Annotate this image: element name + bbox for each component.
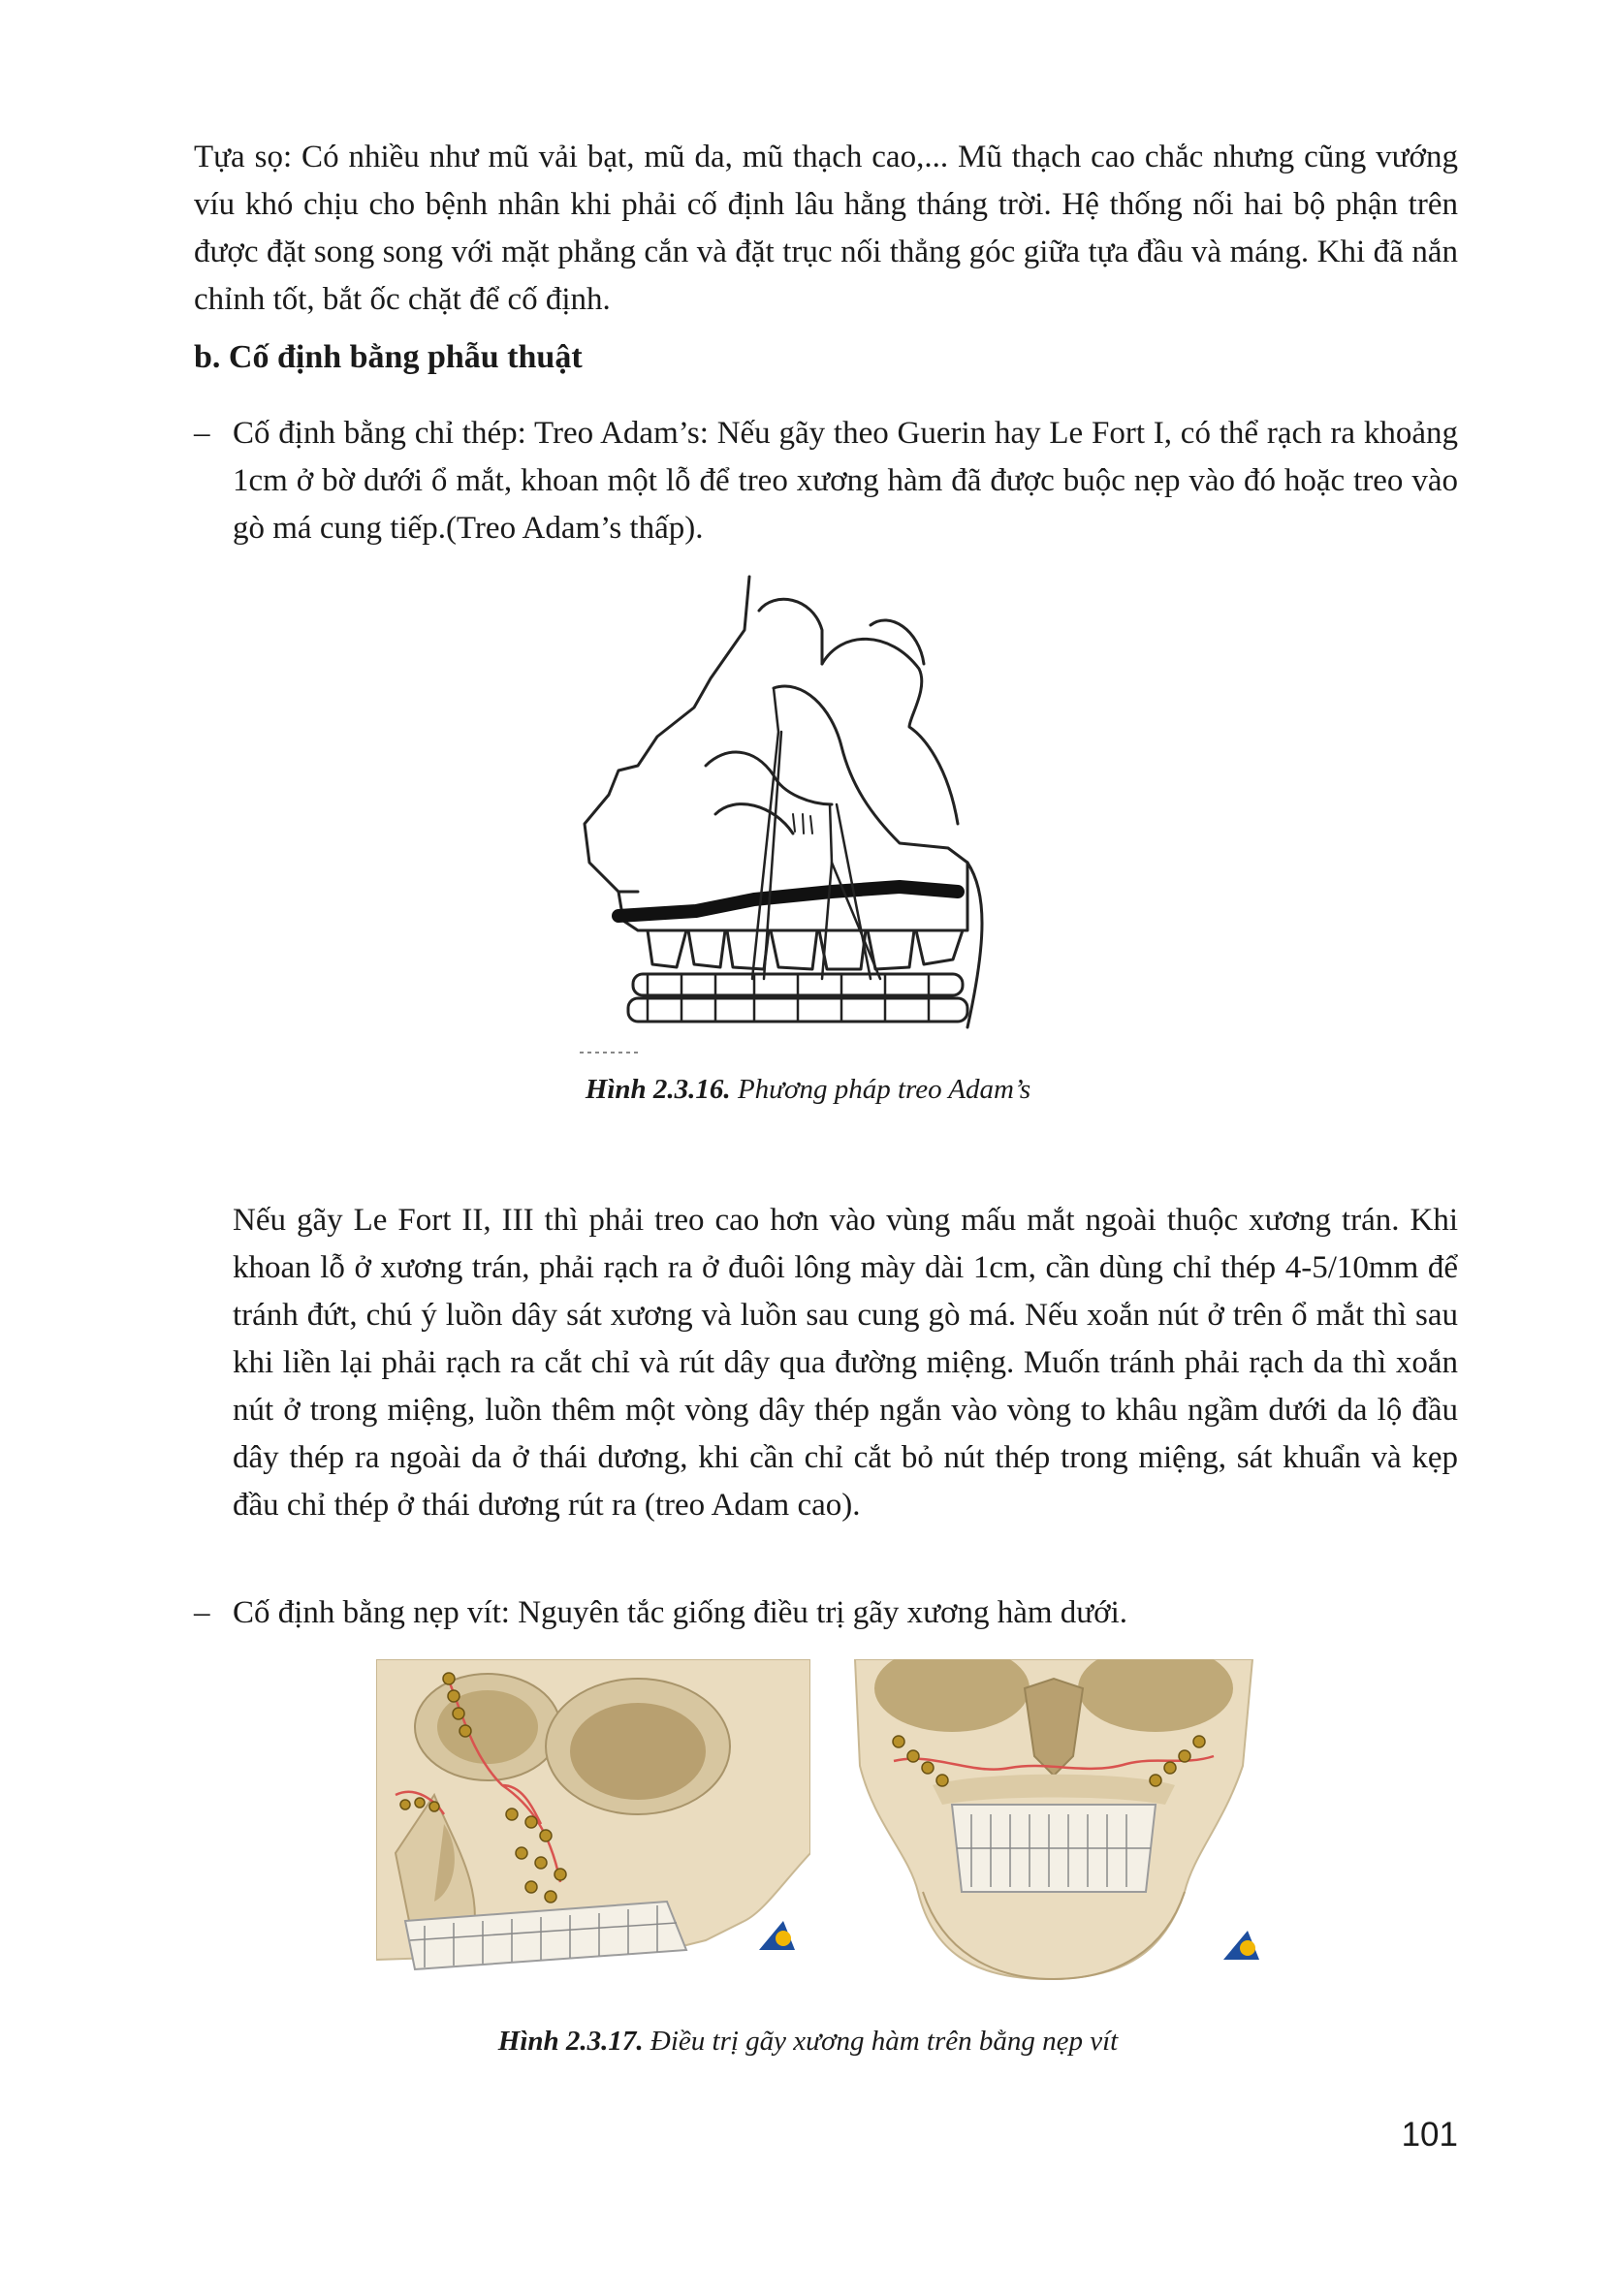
bullet-plate-screw-fixation: [194, 1589, 1458, 1637]
figure-skull-frontal-plates: [836, 1659, 1270, 1984]
figure-title: Điều trị gãy xương hàm trên bằng nẹp vít: [650, 2026, 1119, 2057]
figure-caption-2-3-16: [0, 1074, 1616, 1106]
paragraph-high-suspension: Nếu gãy Le Fort II, III thì phải treo cao hơn vào vùng mấu mắt ngoài thuộc xương trán. Khi khoan lỗ ở xương trán, phải rạch ra ở đuôi lông mày dài 1cm, cần dùng chỉ thép 4-5/10mm để tránh đứt, chú ý luồn dây sát xương và luồn sau cung gò má. Nếu xoắn nút ở trên ổ mắt thì sau khi liền lại phải rạch ra cắt chỉ và rút dây qua đường miệng. Muốn tránh phải rạch da thì xoắn nút ở trong miệng, luồn thêm một vòng dây thép ngắn vào vòng to khâu ngầm dưới da lộ đầu dây thép ra ngoài da ở thái dương, khi cần chỉ cắt bỏ nút thép trong miệng, sát khuẩn và kẹp đầu chỉ thép ở thái dương rút ra (treo Adam cao).: [233, 1203, 1458, 1523]
page-number: 101: [1401, 2116, 1458, 2154]
bullet-text: Cố định bằng nẹp vít: Nguyên tắc giống điều trị gãy xương hàm dưới.: [233, 1595, 1128, 1630]
figure-title: Phương pháp treo Adam’s: [737, 1074, 1031, 1105]
figure-skull-oblique-plates: [376, 1659, 810, 1984]
bullet-marker: –: [194, 416, 210, 451]
bullet-marker: –: [194, 1595, 210, 1630]
figure-adams-suspension-drawing: [580, 572, 1002, 1056]
bullet-text: Cố định bằng chỉ thép: Treo Adam’s: Nếu gãy theo Guerin hay Le Fort I, có thể rạch ra khoảng 1cm ở bờ dưới ổ mắt, khoan một lỗ để treo xương hàm đã được buộc nẹp vào đó hoặc treo vào gò má cung tiếp.(Treo Adam’s thấp).: [233, 416, 1458, 546]
figure-caption-2-3-17: [0, 2026, 1616, 2058]
paragraph-skull-support: Tựa sọ: Có nhiều như mũ vải bạt, mũ da, mũ thạch cao,... Mũ thạch cao chắc nhưng cũng vướng víu khó chịu cho bệnh nhân khi phải cố định lâu hằng tháng trời. Hệ thống nối hai bộ phận trên được đặt song song với mặt phẳng cắn và đặt trục nối thẳng góc giữa tựa đầu và máng. Khi đã nắn chỉnh tốt, bắt ốc chặt để cố định.: [194, 140, 1458, 317]
section-heading-surgical-fixation: b. Cố định bằng phẫu thuật: [194, 339, 583, 375]
figure-number: Hình 2.3.17.: [497, 2026, 644, 2057]
figure-number: Hình 2.3.16.: [585, 1074, 731, 1105]
bullet-wire-fixation: [194, 410, 1458, 552]
